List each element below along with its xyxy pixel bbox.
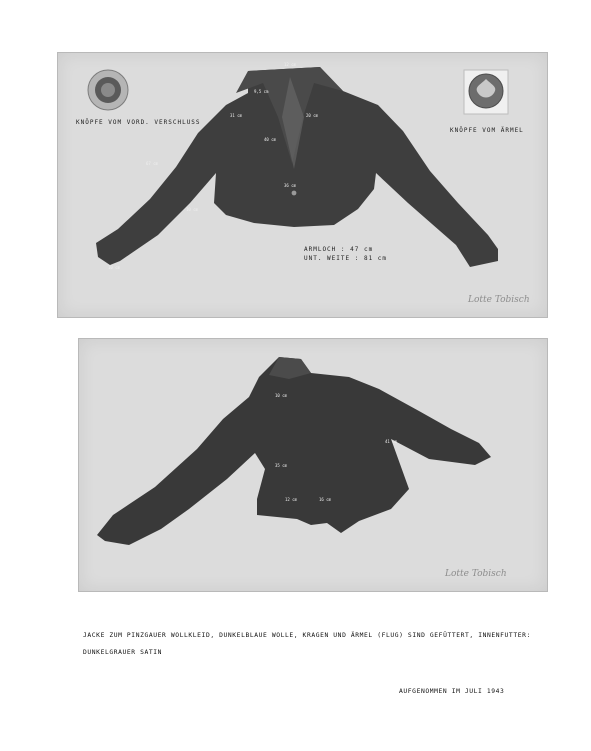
armhole-line-1: ARMLOCH : 47 cm (304, 246, 374, 253)
jacket-back-shape (97, 357, 491, 545)
document-caption: JACKE ZUM PINZGAUER WOLLKLEID, DUNKELBLAUE WOLLE, KRAGEN UND ÄRMEL (FLUG) SIND GEFÜTTERT, INNENFUTTER: DUNKELGRAUER SATIN (83, 632, 531, 656)
button-front-caption: KNÖPFE VOM VORD. VERSCHLUSS (76, 119, 201, 126)
measure-waist: 36 cm (284, 183, 297, 188)
measure-back-low-right: 16 cm (319, 497, 332, 502)
front-button (292, 191, 297, 196)
measure-chest: 40 cm (264, 137, 277, 142)
jacket-back-image (79, 339, 547, 591)
jacket-front-image (58, 53, 547, 317)
signature-front: Lotte Tobisch (468, 295, 530, 305)
button-sleeve-caption: KNÖPFE VOM ÄRMEL (450, 127, 524, 134)
measure-sleeve: 67 cm (146, 161, 159, 166)
jacket-back-photo (78, 338, 548, 592)
document-date: AUFGENOMMEN IM JULI 1943 (399, 688, 505, 695)
measure-front-b: 20 cm (306, 113, 319, 118)
armhole-line-2: UNT. WEITE : 81 cm (304, 255, 388, 262)
jacket-front-photo (57, 52, 548, 318)
measure-front-a: 31 cm (230, 113, 243, 118)
signature-back: Lotte Tobisch (445, 569, 507, 579)
measure-back-low-left: 12 cm (285, 497, 298, 502)
measure-back-mid: 35 cm (275, 463, 288, 468)
measure-collar: 12 cm (284, 62, 297, 67)
button-front-center (101, 83, 115, 97)
measure-front-c: 10 cm (186, 207, 199, 212)
measure-shoulder: 9,5 cm (254, 89, 269, 94)
measure-back-side: 41 cm (385, 439, 398, 444)
measure-back-top: 10 cm (275, 393, 288, 398)
measure-cuff: 10 cm (108, 265, 121, 270)
